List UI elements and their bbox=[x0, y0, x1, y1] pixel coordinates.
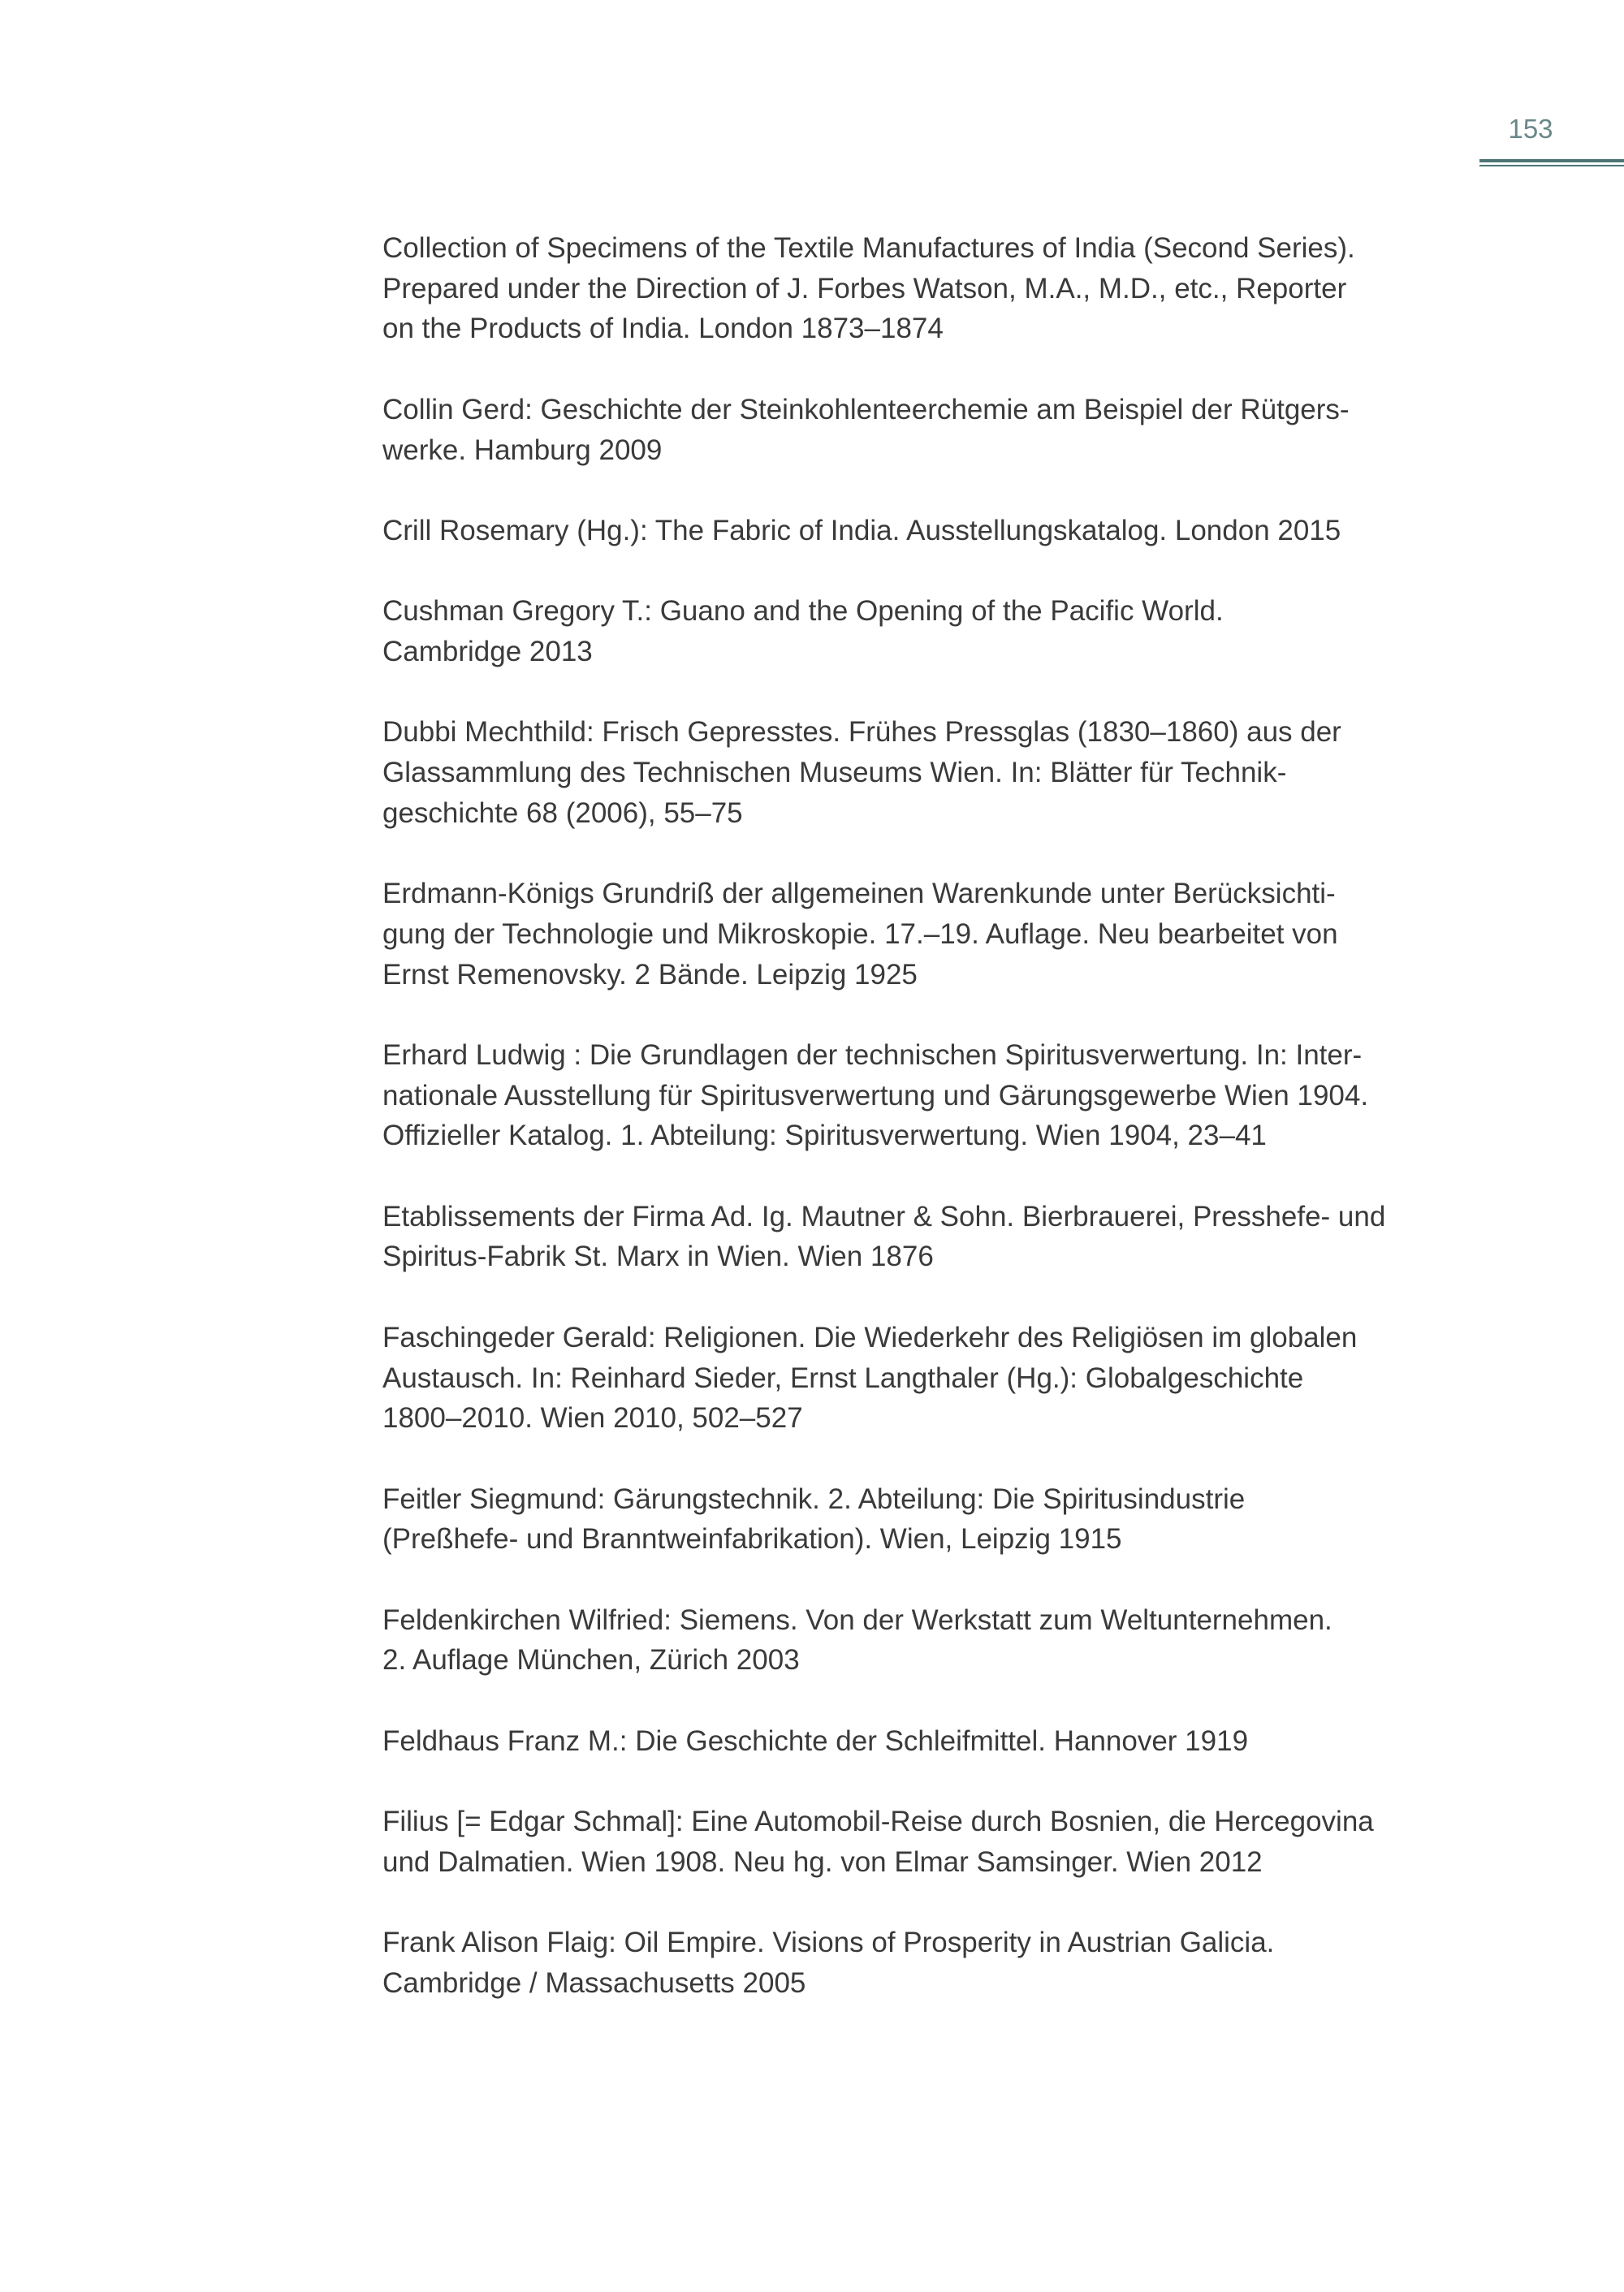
bibliography-entry bbox=[382, 874, 1535, 995]
entry-line: Ernst Remenovsky. 2 Bände. Leipzig 1925 bbox=[382, 958, 918, 991]
page-number: 153 bbox=[1508, 114, 1553, 144]
bibliography-entry bbox=[382, 712, 1535, 833]
bibliography-entry bbox=[382, 1923, 1535, 2003]
entry-line: Dubbi Mechthild: Frisch Gepresstes. Frühes Pressglas (1830–1860) aus der bbox=[382, 716, 1341, 749]
entry-line: Frank Alison Flaig: Oil Empire. Visions of Prosperity in Austrian Galicia. bbox=[382, 1927, 1275, 1959]
entry-line: 1800–2010. Wien 2010, 502–527 bbox=[382, 1402, 803, 1435]
entry-line: Feitler Siegmund: Gärungstechnik. 2. Abteilung: Die Spiritusindustrie bbox=[382, 1483, 1246, 1515]
entry-line: Austausch. In: Reinhard Sieder, Ernst Langthaler (Hg.): Globalgeschichte bbox=[382, 1362, 1304, 1394]
bibliography-entry bbox=[382, 1197, 1535, 1277]
bibliography-entry bbox=[382, 1802, 1535, 1882]
entry-line: on the Products of India. London 1873–1874 bbox=[382, 313, 944, 345]
entry-line: Prepared under the Direction of J. Forbes Watson, M.A., M.D., etc., Reporter bbox=[382, 272, 1347, 304]
bibliography-entry bbox=[382, 1721, 1535, 1762]
header-rule bbox=[1479, 159, 1624, 162]
entry-line: Crill Rosemary (Hg.): The Fabric of India. Ausstellungskatalog. London 2015 bbox=[382, 514, 1341, 546]
bibliography-entry bbox=[382, 228, 1535, 349]
bibliography-list bbox=[382, 228, 1535, 2044]
entry-line: nationale Ausstellung für Spiritusverwertung und Gärungsgewerbe Wien 1904. bbox=[382, 1079, 1369, 1111]
entry-line: Feldenkirchen Wilfried: Siemens. Von der Werkstatt zum Weltunternehmen. bbox=[382, 1604, 1332, 1636]
entry-line: Cushman Gregory T.: Guano and the Opening of the Pacific World. bbox=[382, 595, 1224, 628]
entry-line: Spiritus-Fabrik St. Marx in Wien. Wien 1876 bbox=[382, 1241, 934, 1273]
entry-line: Collin Gerd: Geschichte der Steinkohlenteerchemie am Beispiel der Rütgers- bbox=[382, 393, 1350, 425]
entry-line: und Dalmatien. Wien 1908. Neu hg. von Elmar Samsinger. Wien 2012 bbox=[382, 1845, 1263, 1878]
entry-line: Cambridge 2013 bbox=[382, 635, 593, 667]
entry-line: Cambridge / Massachusetts 2005 bbox=[382, 1967, 806, 2000]
entry-line: Offizieller Katalog. 1. Abteilung: Spiritusverwertung. Wien 1904, 23–41 bbox=[382, 1120, 1267, 1152]
entry-line: Faschingeder Gerald: Religionen. Die Wiederkehr des Religiösen im globalen bbox=[382, 1321, 1358, 1353]
bibliography-entry bbox=[382, 1035, 1535, 1156]
entry-line: Filius [= Edgar Schmal]: Eine Automobil-Reise durch Bosnien, die Hercegovina bbox=[382, 1806, 1374, 1838]
bibliography-entry bbox=[382, 390, 1535, 470]
bibliography-entry bbox=[382, 1479, 1535, 1560]
entry-line: Erhard Ludwig : Die Grundlagen der technischen Spiritusverwertung. In: Inter- bbox=[382, 1038, 1363, 1071]
entry-line: Erdmann-Königs Grundriß der allgemeinen Warenkunde unter Berücksichti- bbox=[382, 878, 1336, 910]
entry-line: Collection of Specimens of the Textile Manufactures of India (Second Series). bbox=[382, 232, 1355, 264]
header-rule-thin bbox=[1479, 165, 1624, 166]
bibliography-entry bbox=[382, 1600, 1535, 1681]
entry-line: werke. Hamburg 2009 bbox=[382, 434, 663, 466]
entry-line: geschichte 68 (2006), 55–75 bbox=[382, 796, 743, 829]
entry-line: gung der Technologie und Mikroskopie. 17.–19. Auflage. Neu bearbeitet von bbox=[382, 917, 1338, 950]
entry-line: Etablissements der Firma Ad. Ig. Mautner & Sohn. Bierbrauerei, Presshefe- und bbox=[382, 1200, 1386, 1232]
bibliography-entry bbox=[382, 591, 1535, 671]
bibliography-entry bbox=[382, 511, 1535, 551]
entry-line: Feldhaus Franz M.: Die Geschichte der Schleifmittel. Hannover 1919 bbox=[382, 1724, 1249, 1757]
bibliography-entry bbox=[382, 1318, 1535, 1439]
entry-line: (Preßhefe- und Branntweinfabrikation). Wien, Leipzig 1915 bbox=[382, 1523, 1122, 1556]
entry-line: Glassammlung des Technischen Museums Wien. In: Blätter für Technik- bbox=[382, 757, 1287, 789]
entry-line: 2. Auflage München, Zürich 2003 bbox=[382, 1644, 800, 1677]
